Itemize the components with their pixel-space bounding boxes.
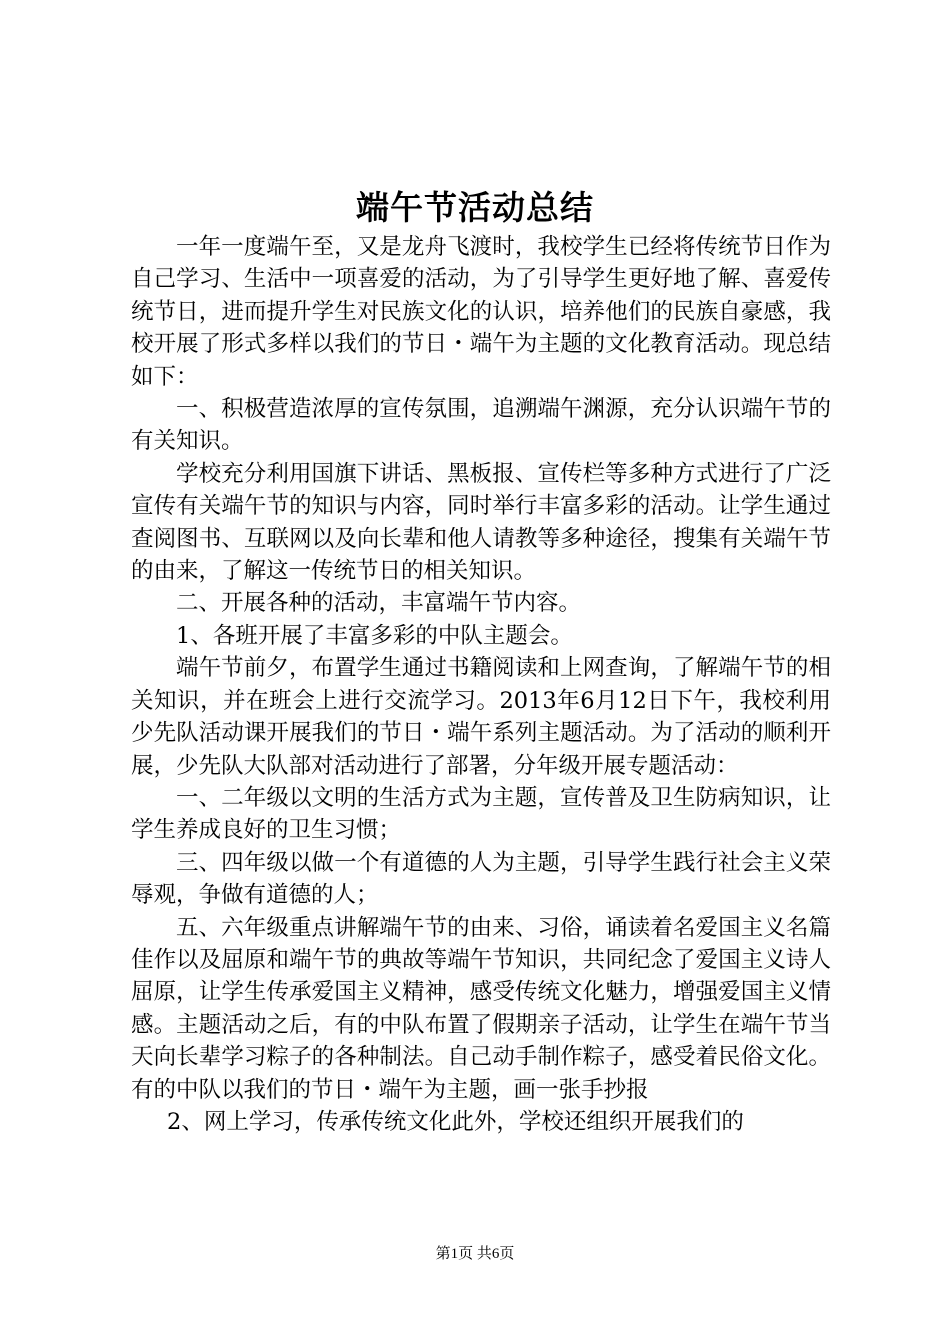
paragraph-class-meeting: 端午节前夕，布置学生通过书籍阅读和上网查询，了解端午节的相关知识，并在班会上进行交流学习。2013年6月12日下午，我校利用少先队活动课开展我们的节日・端午系列主题活动。为了活动的顺利开展，少先队大队部对活动进行了部署，分年级开展专题活动：	[131, 655, 831, 779]
paragraph-item-1-heading: 1、各班开展了丰富多彩的中队主题会。	[176, 622, 573, 649]
paragraph-grade-3-4: 三、四年级以做一个有道德的人为主题，引导学生践行社会主义荣辱观，争做有道德的人；	[131, 849, 831, 909]
document-title: 端午节活动总结	[356, 188, 594, 227]
paragraph-item-2-heading: 2、网上学习，传承传统文化此外，学校还组织开展我们的	[167, 1108, 744, 1135]
paragraph-section-2-heading: 二、开展各种的活动，丰富端午节内容。	[176, 590, 582, 617]
paragraph-grade-1-2: 一、二年级以文明的生活方式为主题，宣传普及卫生防病知识，让学生养成良好的卫生习惯；	[131, 784, 831, 844]
page-number-footer: 第1页 共6页	[435, 1246, 515, 1262]
paragraph-publicity: 学校充分利用国旗下讲话、黑板报、宣传栏等多种方式进行了广泛宣传有关端午节的知识与内容，同时举行丰富多彩的活动。让学生通过查阅图书、互联网以及向长辈和他人请教等多种途径，搜集有关端午节的由来，了解这一传统节日的相关知识。	[131, 460, 831, 585]
paragraph-section-1-heading: 一、积极营造浓厚的宣传氛围，追溯端午渊源，充分认识端午节的有关知识。	[131, 396, 831, 455]
paragraph-intro: 一年一度端午至，又是龙舟飞渡时，我校学生已经将传统节日作为自己学习、生活中一项喜爱的活动，为了引导学生更好地了解、喜爱传统节日，进而提升学生对民族文化的认识，培养他们的民族自豪感，我校开展了形式多样以我们的节日・端午为主题的文化教育活动。现总结如下：	[131, 234, 831, 390]
paragraph-grade-5-6: 五、六年级重点讲解端午节的由来、习俗，诵读着名爱国主义名篇佳作以及屈原和端午节的典故等端午节知识，共同纪念了爱国主义诗人屈原，让学生传承爱国主义精神，感受传统文化魅力，增强爱国主义情感。主题活动之后，有的中队布置了假期亲子活动，让学生在端午节当天向长辈学习粽子的各种制法。自己动手制作粽子，感受着民俗文化。有的中队以我们的节日・端午为主题，画一张手抄报	[131, 914, 831, 1103]
document-body	[131, 231, 831, 1138]
